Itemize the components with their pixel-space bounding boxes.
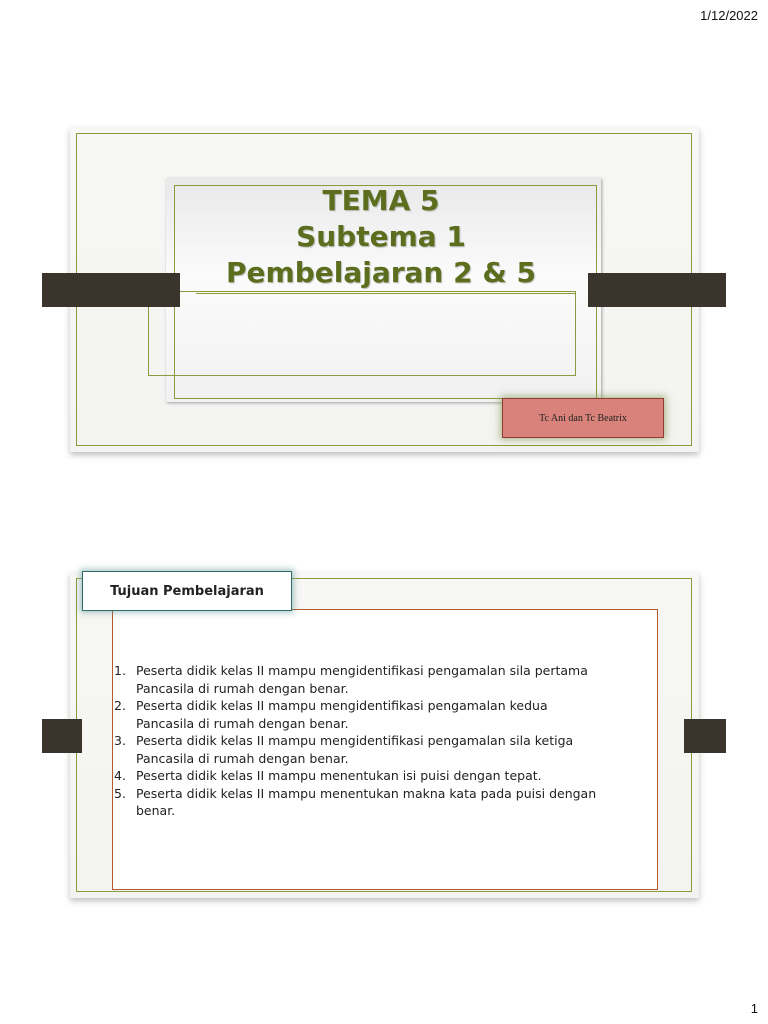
- title-underline: [196, 293, 576, 294]
- title-inner-frame: [148, 291, 576, 376]
- objectives-list: [114, 662, 614, 820]
- list-item: 4. Peserta didik kelas II mampu menentukan isi puisi dengan tepat.: [114, 768, 542, 783]
- lesson-line: Pembelajaran 2 & 5: [226, 256, 536, 289]
- left-decor-bar: [42, 719, 82, 753]
- print-date: 1/12/2022: [700, 8, 758, 23]
- slide-title: [166, 183, 596, 291]
- author-box: Tc Ani dan Tc Beatrix: [502, 398, 664, 438]
- subtitle-line: Subtema 1: [296, 220, 466, 253]
- list-item: 5. Peserta didik kelas II mampu menentukan makna kata pada puisi dengan benar.: [114, 785, 597, 818]
- title-line: TEMA 5: [322, 184, 440, 217]
- left-decor-bar: [42, 273, 180, 307]
- section-heading: Tujuan Pembelajaran: [82, 571, 292, 611]
- list-item: 2. Peserta didik kelas II mampu mengidentifikasi pengamalan kedua Pancasila di rumah dengan benar.: [114, 698, 548, 731]
- right-decor-bar: [588, 273, 726, 307]
- page-number: 1: [750, 1001, 758, 1016]
- list-item: 3. Peserta didik kelas II mampu mengidentifikasi pengamalan sila ketiga Pancasila di rumah dengan benar.: [114, 733, 574, 766]
- right-decor-bar: [684, 719, 726, 753]
- objectives-slide: [70, 572, 699, 898]
- list-item: 1. Peserta didik kelas II mampu mengidentifikasi pengamalan sila pertama Pancasila di rumah dengan benar.: [114, 663, 588, 696]
